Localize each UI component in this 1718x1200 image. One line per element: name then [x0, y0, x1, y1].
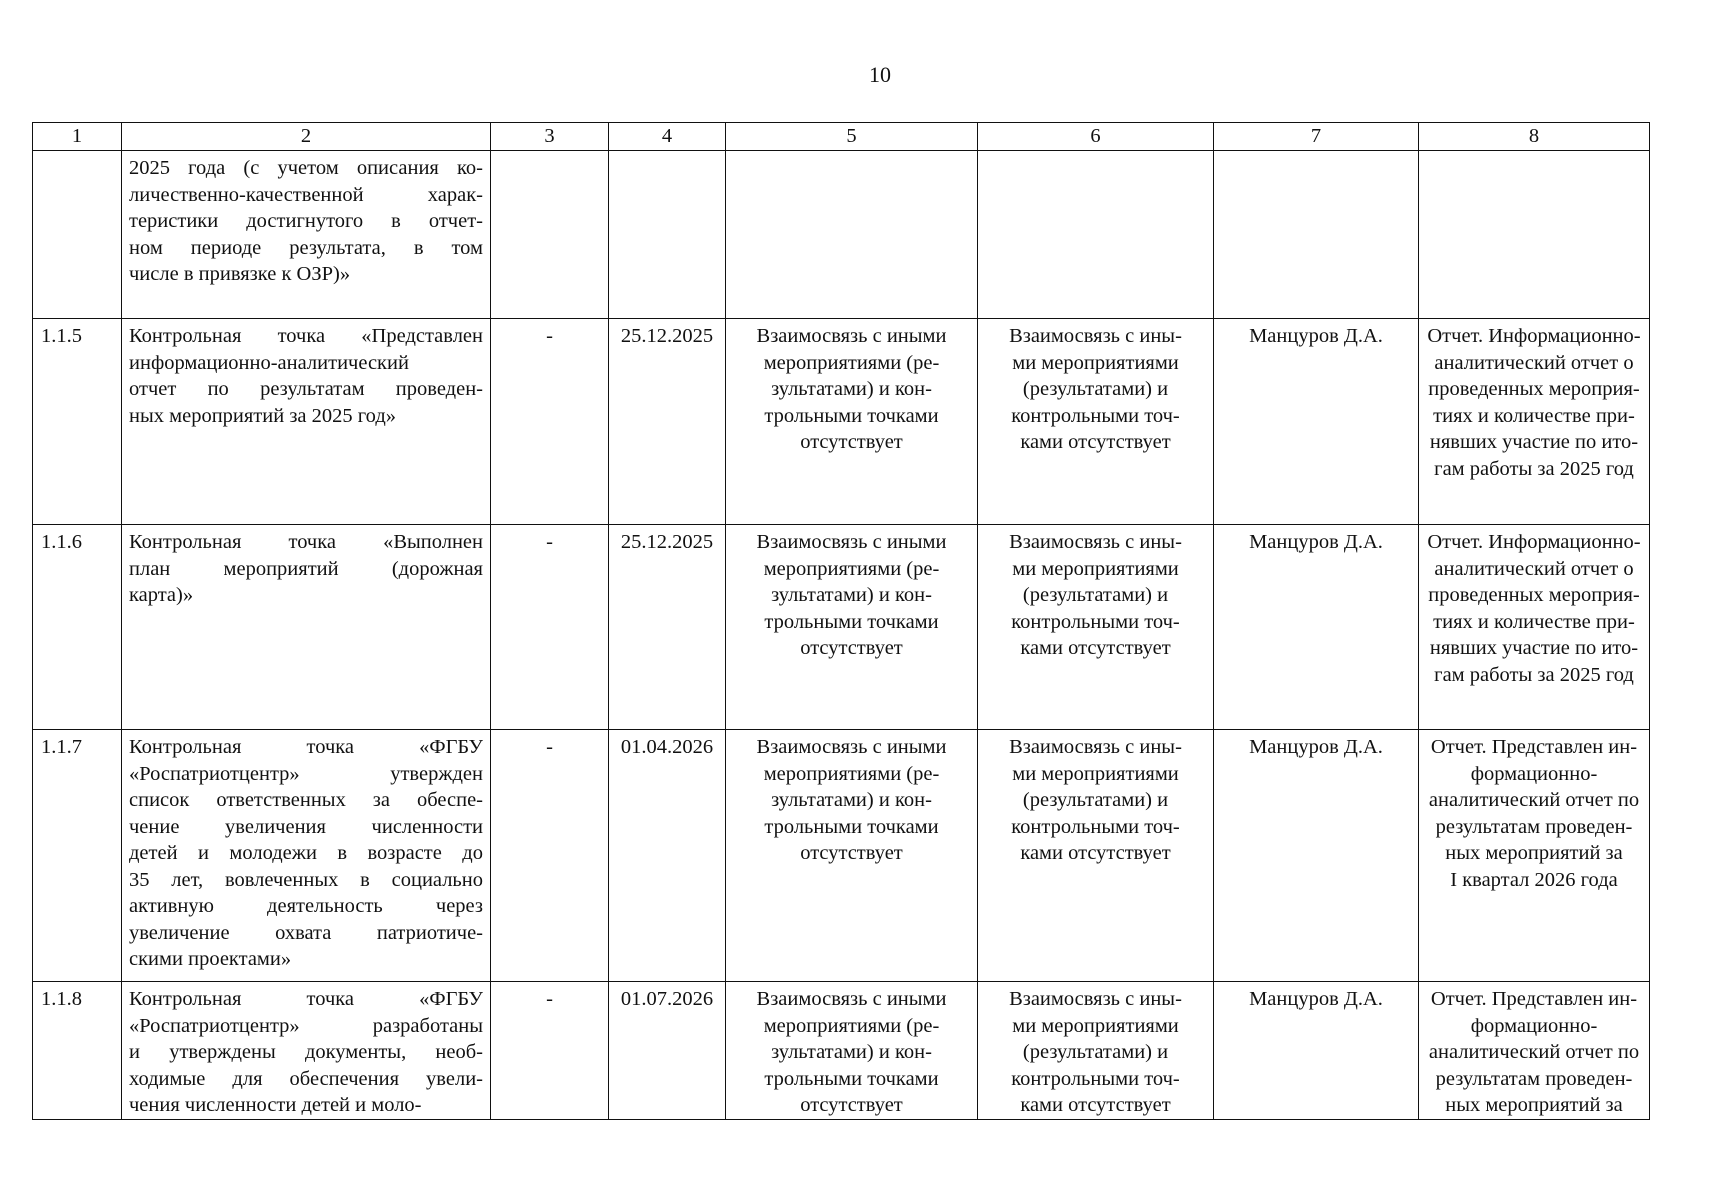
text-line: Контрольная точка «Представлен: [129, 325, 483, 347]
text-line: Взаимосвязь с иными: [756, 736, 947, 758]
column-3-cell: -: [491, 730, 609, 982]
text-line: Взаимосвязь с ины-: [1009, 988, 1182, 1010]
text-line: (результатами) и: [1022, 789, 1169, 811]
text-line: результатам проведен-: [1435, 815, 1633, 838]
column-3-cell: -: [491, 525, 609, 730]
relation-measures-cell: [978, 982, 1214, 1120]
text-line: контрольными точ-: [1011, 404, 1180, 427]
text-line: аналитический отчет по: [1428, 1041, 1640, 1063]
text-line: контрольными точ-: [1011, 1067, 1180, 1090]
text-line: ками отсутствует: [1020, 842, 1171, 864]
column-3-cell: [491, 151, 609, 319]
text-line: проведенных мероприя-: [1428, 378, 1640, 400]
result-cell: [1419, 982, 1650, 1120]
item-name-cell: [122, 730, 491, 982]
item-name-cell: [122, 982, 491, 1120]
text-line: личественно-качественной харак-: [129, 183, 483, 206]
text-line: контрольными точ-: [1011, 610, 1180, 633]
responsible-cell: Манцуров Д.А.: [1214, 319, 1419, 525]
text-line: активную деятельность через: [129, 895, 483, 917]
table-row: [33, 319, 1650, 525]
text-line: нявших участие по ито-: [1429, 637, 1639, 659]
result-cell: [1419, 730, 1650, 982]
text-line: ных мероприятий за: [1445, 1094, 1623, 1116]
text-line: формационно-: [1470, 762, 1598, 785]
text-line: план мероприятий (дорожная: [129, 557, 483, 580]
text-line: ми мероприятиями: [1012, 351, 1179, 374]
text-line: «Роспатриотцентр» разработаны: [129, 1014, 483, 1037]
text-line: трольными точками: [764, 404, 939, 427]
text-line: Взаимосвязь с иными: [756, 325, 947, 347]
text-line: мероприятиями (ре-: [763, 1014, 940, 1037]
text-line: аналитический отчет о: [1434, 557, 1634, 580]
text-line: (результатами) и: [1022, 378, 1169, 400]
text-line: Взаимосвязь с иными: [756, 531, 947, 553]
text-line: Взаимосвязь с ины-: [1009, 736, 1182, 758]
text-line: информационно-аналитический: [129, 351, 409, 374]
text-line: Отчет. Информационно-: [1427, 325, 1641, 347]
relation-results-cell: [726, 982, 978, 1120]
header-cell: 2: [122, 123, 491, 151]
text-line: Контрольная точка «ФГБУ: [129, 988, 483, 1010]
text-line: ками отсутствует: [1020, 637, 1171, 659]
text-line: I квартал 2026 года: [1450, 868, 1618, 891]
text-line: ных мероприятий за 2025 год»: [129, 404, 397, 427]
text-line: мероприятиями (ре-: [763, 762, 940, 785]
text-line: ми мероприятиями: [1012, 557, 1179, 580]
header-cell: 4: [609, 123, 726, 151]
column-3-cell: -: [491, 982, 609, 1120]
text-line: ми мероприятиями: [1012, 1014, 1179, 1037]
text-line: зультатами) и кон-: [771, 584, 932, 606]
relation-results-cell: [726, 151, 978, 319]
text-line: числе в привязке к ОЗР)»: [129, 263, 351, 285]
text-line: список ответственных за обеспе-: [129, 789, 483, 811]
result-cell: [1419, 525, 1650, 730]
text-line: гам работы за 2025 год: [1434, 663, 1634, 686]
text-line: отчет по результатам проведен-: [129, 378, 483, 400]
table-row: [33, 730, 1650, 982]
page-number: 10: [869, 62, 891, 87]
result-cell: [1419, 151, 1650, 319]
result-cell: [1419, 319, 1650, 525]
text-line: (результатами) и: [1022, 1041, 1169, 1063]
text-line: (результатами) и: [1022, 584, 1169, 606]
text-line: скими проектами»: [129, 948, 292, 970]
text-line: зультатами) и кон-: [771, 1041, 932, 1063]
header-cell: 1: [33, 123, 122, 151]
text-line: Контрольная точка «Выполнен: [129, 531, 483, 553]
text-line: зультатами) и кон-: [771, 789, 932, 811]
text-line: Отчет. Представлен ин-: [1430, 988, 1638, 1010]
text-line: детей и молодежи в возрасте до: [129, 842, 483, 864]
item-number-cell: 1.1.6: [33, 525, 122, 730]
text-line: тиях и количестве при-: [1433, 610, 1635, 633]
text-line: мероприятиями (ре-: [763, 557, 940, 580]
relation-measures-cell: [978, 319, 1214, 525]
text-line: ном периоде результата, в том: [129, 236, 483, 259]
responsible-cell: Манцуров Д.А.: [1214, 525, 1419, 730]
text-line: гам работы за 2025 год: [1434, 457, 1634, 480]
text-line: отсутствует: [800, 842, 903, 864]
header-cell: 7: [1214, 123, 1419, 151]
item-name-cell: [122, 319, 491, 525]
text-line: нявших участие по ито-: [1429, 431, 1639, 453]
text-line: аналитический отчет по: [1428, 789, 1640, 811]
text-line: ходимые для обеспечения увели-: [129, 1067, 483, 1090]
text-line: увеличение охвата патриотиче-: [129, 921, 483, 944]
text-line: Взаимосвязь с иными: [756, 988, 947, 1010]
date-cell: 25.12.2025: [609, 525, 726, 730]
text-line: «Роспатриотцентр» утвержден: [129, 762, 483, 785]
relation-measures-cell: [978, 525, 1214, 730]
responsible-cell: Манцуров Д.А.: [1214, 982, 1419, 1120]
item-number-cell: [33, 151, 122, 319]
item-number-cell: 1.1.8: [33, 982, 122, 1120]
text-line: трольными точками: [764, 815, 939, 838]
relation-measures-cell: [978, 730, 1214, 982]
text-line: отсутствует: [800, 1094, 903, 1116]
text-line: трольными точками: [764, 610, 939, 633]
item-name-cell: [122, 525, 491, 730]
header-cell: 3: [491, 123, 609, 151]
text-line: 2025 года (с учетом описания ко-: [129, 157, 483, 179]
text-line: контрольными точ-: [1011, 815, 1180, 838]
text-line: зультатами) и кон-: [771, 378, 932, 400]
text-line: отсутствует: [800, 637, 903, 659]
date-cell: [609, 151, 726, 319]
text-line: ных мероприятий за: [1445, 842, 1623, 864]
column-3-cell: -: [491, 319, 609, 525]
text-line: и утверждены документы, необ-: [129, 1041, 483, 1063]
date-cell: 25.12.2025: [609, 319, 726, 525]
header-cell: 6: [978, 123, 1214, 151]
item-name-cell: [122, 151, 491, 319]
table-row: [33, 151, 1650, 319]
text-line: тиях и количестве при-: [1433, 404, 1635, 427]
text-line: Контрольная точка «ФГБУ: [129, 736, 483, 758]
table-row: [33, 982, 1650, 1120]
item-number-cell: 1.1.5: [33, 319, 122, 525]
responsible-cell: Манцуров Д.А.: [1214, 730, 1419, 982]
relation-results-cell: [726, 319, 978, 525]
text-line: теристики достигнутого в отчет-: [129, 210, 483, 232]
text-line: отсутствует: [800, 431, 903, 453]
relation-results-cell: [726, 525, 978, 730]
text-line: трольными точками: [764, 1067, 939, 1090]
text-line: Взаимосвязь с ины-: [1009, 531, 1182, 553]
text-line: 35 лет, вовлеченных в социально: [129, 868, 483, 891]
text-line: Отчет. Информационно-: [1427, 531, 1641, 553]
header-cell: 5: [726, 123, 978, 151]
text-line: Отчет. Представлен ин-: [1430, 736, 1638, 758]
text-line: мероприятиями (ре-: [763, 351, 940, 374]
text-line: ками отсутствует: [1020, 431, 1171, 453]
responsible-cell: [1214, 151, 1419, 319]
date-cell: 01.07.2026: [609, 982, 726, 1120]
text-line: аналитический отчет о: [1434, 351, 1634, 374]
text-line: Взаимосвязь с ины-: [1009, 325, 1182, 347]
relation-results-cell: [726, 730, 978, 982]
relation-measures-cell: [978, 151, 1214, 319]
text-line: ками отсутствует: [1020, 1094, 1171, 1116]
date-cell: 01.04.2026: [609, 730, 726, 982]
header-cell: 8: [1419, 123, 1650, 151]
table-row: [33, 525, 1650, 730]
text-line: чение увеличения численности: [129, 815, 483, 838]
text-line: проведенных мероприя-: [1428, 584, 1640, 606]
header-row: [33, 123, 1650, 151]
text-line: карта)»: [129, 584, 194, 606]
text-line: результатам проведен-: [1435, 1067, 1633, 1090]
text-line: ми мероприятиями: [1012, 762, 1179, 785]
item-number-cell: 1.1.7: [33, 730, 122, 982]
plan-table: [32, 122, 1650, 1120]
text-line: чения численности детей и моло-: [129, 1094, 422, 1116]
text-line: формационно-: [1470, 1014, 1598, 1037]
